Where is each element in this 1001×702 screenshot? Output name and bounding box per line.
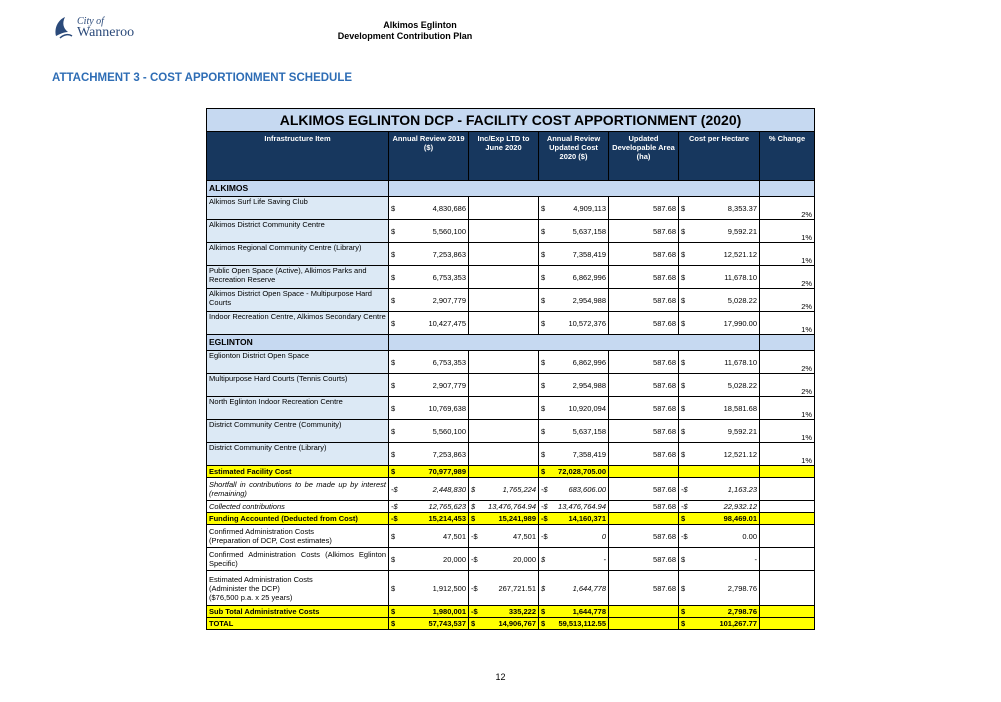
admin-costs-row: Confirmed Administration Costs (Alkimos Eglinton Specific) $ 20,000 -$ 20,000 $ - 587.68 $ - bbox=[207, 548, 815, 571]
value-incexp: 14,906,767 bbox=[498, 619, 536, 628]
value-cph: 9,592.21 bbox=[727, 426, 757, 436]
value-2019: 70,977,989 bbox=[428, 467, 466, 476]
admin-costs-row: Estimated Administration Costs (Administer the DCP) ($76,500 p.a. x 25 years) $ 1,912,500 -$ 267,721.51 $ 1,644,778 587.68 $ 2,798.76 bbox=[207, 571, 815, 606]
row-label: Sub Total Administrative Costs bbox=[207, 606, 389, 618]
value-updated: 2,954,988 bbox=[572, 295, 606, 305]
value-incexp: 335,222 bbox=[508, 607, 536, 616]
value-cph: 8,353.37 bbox=[727, 203, 757, 213]
value-updated: 10,920,094 bbox=[568, 403, 606, 413]
cost-apportionment-table bbox=[206, 108, 815, 630]
value-change: 2% bbox=[760, 351, 815, 374]
value-2019: 5,560,100 bbox=[432, 226, 466, 236]
row-label: Collected contributions bbox=[207, 501, 389, 513]
col-cost-per-hectare: Cost per Hectare bbox=[679, 132, 760, 181]
facility-row: Alkimos District Community Centre $ 5,560,100 $ 5,637,158 587.68 $ 9,592.21 1% bbox=[207, 220, 815, 243]
row-label: Estimated Administration Costs (Administer the DCP) ($76,500 p.a. x 25 years) bbox=[207, 571, 389, 606]
value-cph: 101,267.77 bbox=[719, 619, 757, 628]
value-cph: 18,581.68 bbox=[723, 403, 757, 413]
value-2019: 20,000 bbox=[443, 554, 466, 564]
value-2019: 10,427,475 bbox=[428, 318, 466, 328]
value-2019: 57,743,537 bbox=[428, 619, 466, 628]
section-eglinton: EGLINTON bbox=[207, 335, 389, 351]
value-cph: 0.00 bbox=[742, 531, 757, 541]
facility-row: Multipurpose Hard Courts (Tennis Courts) $ 2,907,779 $ 2,954,988 587.68 $ 5,028.22 2% bbox=[207, 374, 815, 397]
page-number: 12 bbox=[495, 672, 506, 682]
value-2019: 10,769,638 bbox=[428, 403, 466, 413]
value-area: 587.68 bbox=[609, 243, 679, 266]
value-cph: 12,521.12 bbox=[723, 249, 757, 259]
value-incexp: 267,721.51 bbox=[498, 583, 536, 593]
value-updated: 1,644,778 bbox=[572, 583, 606, 593]
value-cph: 11,678.10 bbox=[724, 357, 757, 367]
total-row: TOTAL $ 57,743,537 $ 14,906,767 $ 59,513,112.55 $ 101,267.77 bbox=[207, 618, 815, 630]
value-cph: 5,028.22 bbox=[727, 380, 757, 390]
facility-row: Public Open Space (Active), Alkimos Parks and Recreation Reserve $ 6,753,353 $ 6,862,996 587.68 $ 11,678.10 2% bbox=[207, 266, 815, 289]
value-area: 587.68 bbox=[609, 266, 679, 289]
column-header-row bbox=[207, 132, 815, 181]
header-title-line1: Alkimos Eglinton bbox=[383, 20, 457, 30]
value-2019: 2,907,779 bbox=[432, 380, 466, 390]
value-updated: 0 bbox=[601, 531, 606, 541]
header-title-line2: Development Contribution Plan bbox=[337, 31, 473, 41]
col-inc-exp: Inc/Exp LTD to June 2020 bbox=[469, 132, 539, 181]
value-updated: 14,160,371 bbox=[568, 514, 606, 523]
row-label: Estimated Facility Cost bbox=[207, 466, 389, 478]
value-updated: 7,358,419 bbox=[572, 449, 606, 459]
value-updated: 72,028,705.00 bbox=[558, 467, 606, 476]
row-label: Funding Accounted (Deducted from Cost) bbox=[207, 513, 389, 525]
value-updated: 2,954,988 bbox=[572, 380, 606, 390]
value-2019: 2,907,779 bbox=[432, 295, 466, 305]
facility-name: Indoor Recreation Centre, Alkimos Secondary Centre bbox=[207, 312, 389, 335]
value-updated: 4,909,113 bbox=[573, 203, 606, 213]
facility-row: District Community Centre (Community) $ 5,560,100 $ 5,637,158 587.68 $ 9,592.21 1% bbox=[207, 420, 815, 443]
value-area: 587.68 bbox=[609, 312, 679, 335]
col-developable-area: Updated Developable Area (ha) bbox=[609, 132, 679, 181]
value-change: 1% bbox=[760, 420, 815, 443]
value-cph: 22,932.12 bbox=[723, 502, 757, 511]
section-row bbox=[207, 335, 815, 351]
value-incexp: 20,000 bbox=[513, 554, 536, 564]
value-updated: 1,644,778 bbox=[572, 607, 606, 616]
value-change: 1% bbox=[760, 220, 815, 243]
value-2019: 15,214,453 bbox=[428, 514, 466, 523]
value-area: 587.68 bbox=[609, 443, 679, 466]
value-area: 587.68 bbox=[609, 548, 679, 571]
value-cph: - bbox=[754, 554, 757, 564]
col-updated-cost: Annual Review Updated Cost 2020 ($) bbox=[539, 132, 609, 181]
value-change: 2% bbox=[760, 374, 815, 397]
value-updated: 7,358,419 bbox=[572, 249, 606, 259]
collected-contributions-row: Collected contributions -$ 12,765,623 $ 13,476,764.94 -$ 13,476,764.94 587.68 -$ 22,932.12 bbox=[207, 501, 815, 513]
value-area: 587.68 bbox=[609, 501, 679, 513]
subtotal-admin-row: Sub Total Administrative Costs $ 1,980,001 -$ 335,222 $ 1,644,778 $ 2,798.76 bbox=[207, 606, 815, 618]
value-area: 587.68 bbox=[609, 478, 679, 501]
value-cph: 12,521.12 bbox=[723, 449, 757, 459]
admin-costs-row: Confirmed Administration Costs (Preparation of DCP, Cost estimates) $ 47,501 -$ 47,501 -$ 0 587.68 -$ 0.00 bbox=[207, 525, 815, 548]
value-cph: 17,990.00 bbox=[723, 318, 757, 328]
city-of-wanneroo-logo bbox=[52, 14, 134, 40]
value-2019: 7,253,863 bbox=[432, 449, 466, 459]
value-cph: 1,163.23 bbox=[727, 484, 757, 494]
value-2019: 1,980,001 bbox=[432, 607, 466, 616]
facility-name: Multipurpose Hard Courts (Tennis Courts) bbox=[207, 374, 389, 397]
shortfall-row: Shortfall in contributions to be made up by interest (remaining) -$ 2,448,830 $ 1,765,224 -$ 683,606.00 587.68 -$ 1,163.23 bbox=[207, 478, 815, 501]
funding-accounted-row: Funding Accounted (Deducted from Cost) -$ 15,214,453 $ 15,241,989 -$ 14,160,371 $ 98,469.01 bbox=[207, 513, 815, 525]
value-area: 587.68 bbox=[609, 289, 679, 312]
value-change: 1% bbox=[760, 243, 815, 266]
facility-row: Alkimos District Open Space - Multipurpose Hard Courts $ 2,907,779 $ 2,954,988 587.68 $ 5,028.22 2% bbox=[207, 289, 815, 312]
row-label: Shortfall in contributions to be made up by interest (remaining) bbox=[207, 478, 389, 501]
section-alkimos: ALKIMOS bbox=[207, 181, 389, 197]
facility-row: Indoor Recreation Centre, Alkimos Secondary Centre $ 10,427,475 $ 10,572,376 587.68 $ 17,990.00 1% bbox=[207, 312, 815, 335]
value-updated: 13,476,764.94 bbox=[558, 502, 606, 511]
value-updated: 10,572,376 bbox=[568, 318, 606, 328]
logo-line1: City of bbox=[77, 16, 104, 27]
value-cph: 9,592.21 bbox=[727, 226, 757, 236]
value-incexp: 47,501 bbox=[513, 531, 536, 541]
value-2019: 47,501 bbox=[443, 531, 466, 541]
value-incexp: 1,765,224 bbox=[502, 484, 536, 494]
col-annual-review-2019: Annual Review 2019 ($) bbox=[389, 132, 469, 181]
value-updated: 683,606.00 bbox=[568, 484, 606, 494]
facility-name: Eglionton District Open Space bbox=[207, 351, 389, 374]
facility-name: District Community Centre (Community) bbox=[207, 420, 389, 443]
value-updated: 5,637,158 bbox=[572, 426, 606, 436]
table-title: ALKIMOS EGLINTON DCP - FACILITY COST APPORTIONMENT (2020) bbox=[207, 109, 815, 132]
value-incexp: 15,241,989 bbox=[498, 514, 536, 523]
value-change: 2% bbox=[760, 289, 815, 312]
value-2019: 2,448,830 bbox=[432, 484, 466, 494]
value-2019: 6,753,353 bbox=[432, 357, 466, 367]
value-2019: 12,765,623 bbox=[428, 502, 466, 511]
value-cph: 11,678.10 bbox=[724, 272, 757, 282]
value-area: 587.68 bbox=[609, 220, 679, 243]
value-incexp: 13,476,764.94 bbox=[488, 502, 536, 511]
value-updated: - bbox=[603, 554, 606, 564]
value-change: 1% bbox=[760, 443, 815, 466]
value-area: 587.68 bbox=[609, 351, 679, 374]
row-label: TOTAL bbox=[207, 618, 389, 630]
value-2019: 6,753,353 bbox=[432, 272, 466, 282]
value-2019: 4,830,686 bbox=[432, 203, 466, 213]
row-label: Confirmed Administration Costs (Alkimos Eglinton Specific) bbox=[207, 548, 389, 571]
value-2019: 1,912,500 bbox=[432, 583, 466, 593]
city-crest-icon bbox=[52, 14, 74, 40]
estimated-facility-cost-row: Estimated Facility Cost $ 70,977,989 $ 72,028,705.00 bbox=[207, 466, 815, 478]
col-infrastructure-item: Infrastructure Item bbox=[207, 132, 389, 181]
logo-line2: Wanneroo bbox=[77, 25, 135, 40]
col-percent-change: % Change bbox=[760, 132, 815, 181]
value-updated: 5,637,158 bbox=[572, 226, 606, 236]
facility-row: Eglionton District Open Space $ 6,753,353 $ 6,862,996 587.68 $ 11,678.10 2% bbox=[207, 351, 815, 374]
facility-name: North Eglinton Indoor Recreation Centre bbox=[207, 397, 389, 420]
facility-name: Alkimos Surf Life Saving Club bbox=[207, 197, 389, 220]
facility-name: Alkimos District Open Space - Multipurpose Hard Courts bbox=[207, 289, 389, 312]
value-2019: 7,253,863 bbox=[432, 249, 466, 259]
value-area: 587.68 bbox=[609, 525, 679, 548]
value-cph: 2,798.76 bbox=[727, 607, 757, 616]
value-area: 587.68 bbox=[609, 374, 679, 397]
row-label: Confirmed Administration Costs (Preparation of DCP, Cost estimates) bbox=[207, 525, 389, 548]
section-row bbox=[207, 181, 815, 197]
value-updated: 59,513,112.55 bbox=[558, 619, 606, 628]
facility-row: North Eglinton Indoor Recreation Centre $ 10,769,638 $ 10,920,094 587.68 $ 18,581.68 1% bbox=[207, 397, 815, 420]
value-cph: 98,469.01 bbox=[723, 514, 757, 523]
facility-name: Public Open Space (Active), Alkimos Parks and Recreation Reserve bbox=[207, 266, 389, 289]
facility-row: Alkimos Surf Life Saving Club $ 4,830,686 $ 4,909,113 587.68 $ 8,353.37 2% bbox=[207, 197, 815, 220]
attachment-title: ATTACHMENT 3 - COST APPORTIONMENT SCHEDULE bbox=[52, 72, 353, 84]
value-change: 1% bbox=[760, 312, 815, 335]
value-area: 587.68 bbox=[609, 420, 679, 443]
facility-name: District Community Centre (Library) bbox=[207, 443, 389, 466]
value-area: 587.68 bbox=[609, 197, 679, 220]
value-cph: 2,798.76 bbox=[727, 583, 757, 593]
value-updated: 6,862,996 bbox=[572, 272, 606, 282]
value-cph: 5,028.22 bbox=[727, 295, 757, 305]
facility-row: District Community Centre (Library) $ 7,253,863 $ 7,358,419 587.68 $ 12,521.12 1% bbox=[207, 443, 815, 466]
facility-name: Alkimos District Community Centre bbox=[207, 220, 389, 243]
value-change: 2% bbox=[760, 266, 815, 289]
value-change: 1% bbox=[760, 397, 815, 420]
value-area: 587.68 bbox=[609, 397, 679, 420]
value-area: 587.68 bbox=[609, 571, 679, 606]
facility-row: Alkimos Regional Community Centre (Library) $ 7,253,863 $ 7,358,419 587.68 $ 12,521.12 1% bbox=[207, 243, 815, 266]
facility-name: Alkimos Regional Community Centre (Library) bbox=[207, 243, 389, 266]
value-updated: 6,862,996 bbox=[572, 357, 606, 367]
document-header bbox=[300, 20, 510, 42]
value-change: 2% bbox=[760, 197, 815, 220]
value-2019: 5,560,100 bbox=[432, 426, 466, 436]
